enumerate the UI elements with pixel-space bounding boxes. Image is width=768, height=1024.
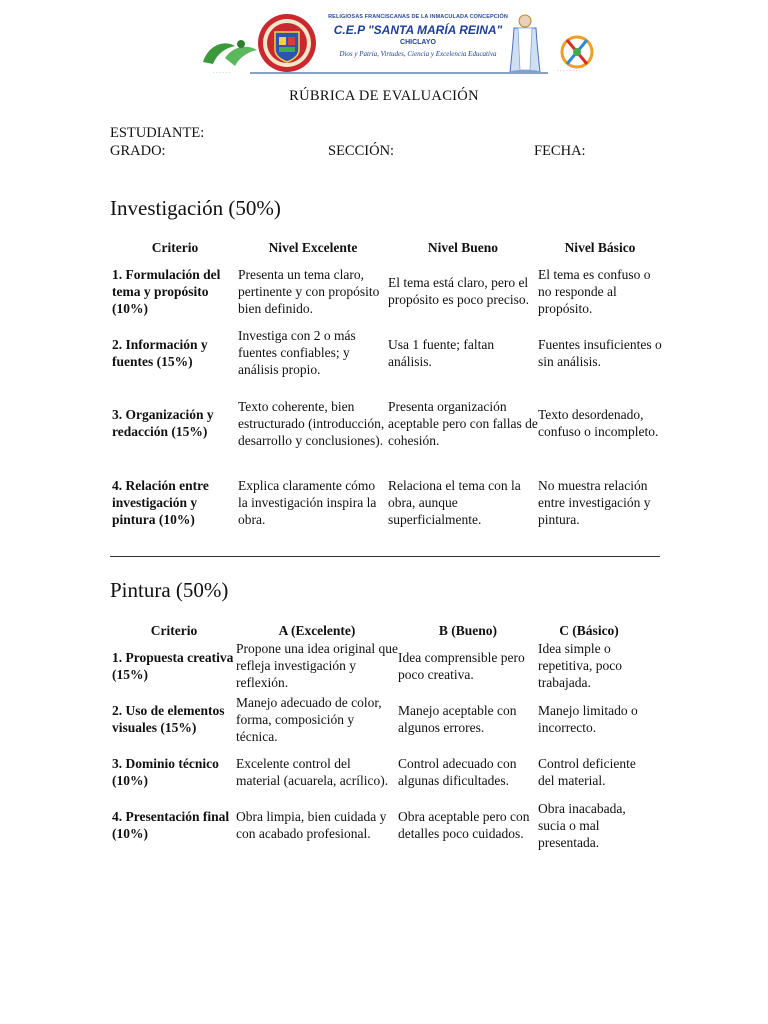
table-header-row bbox=[112, 621, 640, 639]
page-title: RÚBRICA DE EVALUACIÓN bbox=[289, 88, 479, 104]
level-cell: Control adecuado con algunas dificultades. bbox=[398, 756, 517, 788]
section-divider bbox=[110, 556, 660, 557]
rubric-table-investigacion bbox=[112, 238, 662, 537]
criterion-cell: 2. Uso de elementos visuales (15%) bbox=[112, 703, 225, 735]
level-cell: Presenta organización aceptable pero con fallas de cohesión. bbox=[388, 398, 538, 448]
level-cell: Obra aceptable pero con detalles poco cuidados. bbox=[398, 809, 530, 841]
level-cell: Investiga con 2 o más fuentes confiables; y análisis propio. bbox=[238, 328, 356, 377]
table-row bbox=[112, 798, 640, 852]
rubric-table-pintura bbox=[112, 621, 640, 852]
column-header: Nivel Bueno bbox=[427, 239, 499, 255]
criterion-cell: 3. Dominio técnico (10%) bbox=[112, 756, 219, 788]
school-name: C.E.P "SANTA MARÍA REINA" bbox=[333, 23, 503, 37]
table-row bbox=[112, 326, 662, 379]
criterion-cell: 2. Información y fuentes (15%) bbox=[112, 336, 208, 369]
level-cell: Presenta un tema claro, pertinente y con propósito bien definido. bbox=[238, 266, 380, 316]
congregation-name: RELIGIOSAS FRANCISCANAS DE LA INMACULADA CONCEPCIÓN bbox=[328, 14, 508, 20]
level-cell: Usa 1 fuente; faltan análisis. bbox=[388, 336, 495, 369]
criterion-cell: 4. Relación entre investigación y pintura (10%) bbox=[112, 477, 209, 527]
level-cell: Idea simple o repetitiva, poco trabajada. bbox=[538, 641, 622, 690]
school-city: CHICLAYO bbox=[400, 39, 436, 46]
table-row bbox=[112, 256, 662, 326]
level-cell: Manejo limitado o incorrecto. bbox=[538, 703, 638, 735]
column-header: Nivel Básico bbox=[564, 239, 636, 255]
svg-text:· · · · · · · ·: · · · · · · · · bbox=[557, 68, 581, 74]
criterion-cell: 4. Presentación final (10%) bbox=[112, 809, 230, 841]
date-label: FECHA: bbox=[534, 143, 586, 159]
community-logo-icon bbox=[547, 30, 603, 74]
column-header: Nivel Excelente bbox=[268, 239, 358, 255]
svg-text:· · · · · ·: · · · · · · bbox=[213, 70, 230, 76]
table-row bbox=[112, 467, 662, 537]
level-cell: Obra limpia, bien cuidada y con acabado profesional. bbox=[236, 809, 387, 841]
table-row bbox=[112, 746, 640, 798]
level-cell: Control deficiente del material. bbox=[538, 756, 636, 788]
section-label: SECCIÓN: bbox=[328, 143, 395, 159]
level-cell: Explica claramente cómo la investigación inspira la obra. bbox=[238, 477, 377, 527]
column-header: C (Básico) bbox=[559, 622, 619, 638]
table-row bbox=[112, 379, 662, 467]
criterion-cell: 1. Propuesta creativa (15%) bbox=[112, 649, 234, 682]
level-cell: Obra inacabada, sucia o mal presentada. bbox=[538, 800, 626, 850]
grade-label: GRADO: bbox=[110, 143, 166, 159]
criterion-cell: 3. Organización y redacción (15%) bbox=[112, 407, 214, 439]
table-header-row bbox=[112, 238, 662, 256]
school-motto: Dios y Patria, Virtudes, Ciencia y Excelencia Educativa bbox=[339, 50, 497, 58]
section-title-investigacion: Investigación (50%) bbox=[110, 196, 281, 220]
section-title-pintura: Pintura (50%) bbox=[110, 578, 229, 602]
school-crest-icon bbox=[257, 12, 317, 74]
column-header: Criterio bbox=[150, 622, 198, 638]
table-row bbox=[112, 692, 640, 746]
level-cell: El tema está claro, pero el propósito es poco preciso. bbox=[388, 275, 529, 307]
level-cell: Fuentes insuficientes o sin análisis. bbox=[538, 336, 662, 369]
level-cell: Texto desordenado, confuso o incompleto. bbox=[538, 407, 659, 439]
level-cell: Excelente control del material (acuarela, acrílico). bbox=[236, 756, 389, 788]
level-cell: Propone una idea original que refleja investigación y reflexión. bbox=[236, 641, 398, 690]
level-cell: Manejo aceptable con algunos errores. bbox=[398, 703, 517, 735]
column-header: B (Bueno) bbox=[438, 622, 498, 638]
level-cell: Manejo adecuado de color, forma, composición y técnica. bbox=[236, 694, 382, 744]
column-header: A (Excelente) bbox=[278, 622, 356, 638]
level-cell: No muestra relación entre investigación y pintura. bbox=[538, 477, 651, 527]
level-cell: Relaciona el tema con la obra, aunque superficialmente. bbox=[388, 477, 521, 527]
level-cell: Texto coherente, bien estructurado (introducción, desarrollo y conclusiones). bbox=[238, 398, 385, 448]
criterion-cell: 1. Formulación del tema y propósito (10%) bbox=[112, 266, 221, 316]
header-divider bbox=[250, 72, 548, 74]
column-header: Criterio bbox=[151, 239, 199, 255]
level-cell: Idea comprensible pero poco creativa. bbox=[398, 649, 525, 682]
level-cell: El tema es confuso o no responde al propósito. bbox=[538, 266, 651, 316]
student-label: ESTUDIANTE: bbox=[110, 125, 205, 141]
table-row bbox=[112, 639, 640, 692]
